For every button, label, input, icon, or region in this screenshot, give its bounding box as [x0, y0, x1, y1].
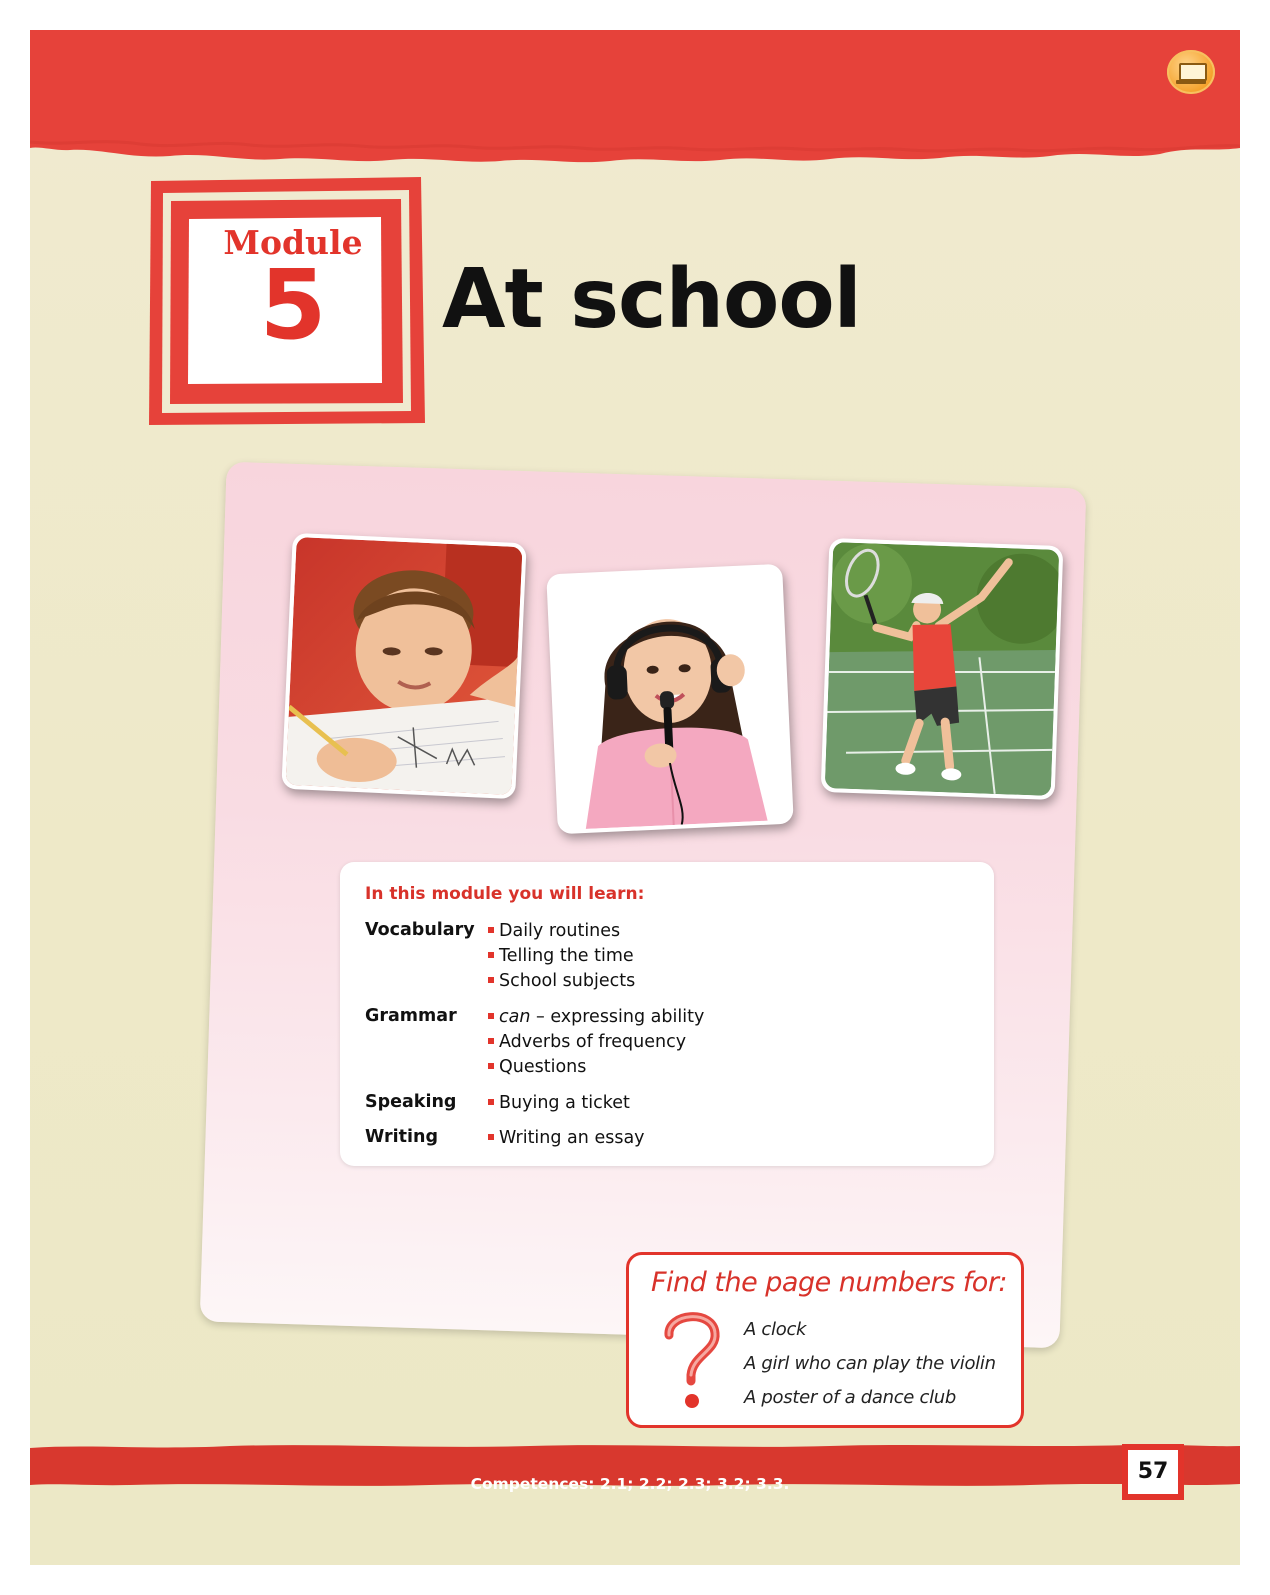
learn-item — [488, 1006, 988, 1031]
find-item: A girl who can play the violin — [744, 1353, 996, 1374]
learn-category: Writing — [365, 1127, 438, 1147]
learn-item: Daily routines — [488, 920, 988, 945]
module-title: At school — [442, 252, 861, 347]
question-mark-icon — [655, 1305, 725, 1415]
module-label: Module — [223, 223, 363, 262]
boy-tennis-photo — [821, 538, 1064, 800]
learn-item: Adverbs of frequency — [488, 1031, 988, 1056]
module-number: 5 — [259, 249, 327, 361]
find-page-numbers-box — [626, 1252, 1024, 1428]
learn-category: Grammar — [365, 1006, 457, 1026]
girl-singing-photo — [546, 564, 794, 834]
competences-footer: Competences: 2.1; 2.2; 2.3; 3.2; 3.3. — [470, 1475, 790, 1493]
learn-item: Buying a ticket — [488, 1092, 988, 1117]
module-badge — [145, 175, 427, 427]
find-heading: Find the page numbers for: — [651, 1267, 1008, 1298]
learn-item: Telling the time — [488, 945, 988, 970]
learning-objectives-box — [340, 862, 994, 1166]
top-red-band — [30, 30, 1240, 190]
learn-item: School subjects — [488, 970, 988, 995]
learn-heading: In this module you will learn: — [365, 884, 645, 904]
page-number-badge — [1122, 1444, 1184, 1500]
learn-item: Writing an essay — [488, 1127, 988, 1152]
find-item: A poster of a dance club — [744, 1387, 957, 1408]
learn-item-rest: – expressing ability — [530, 1007, 705, 1027]
boy-writing-photo — [281, 533, 526, 799]
learn-item: Questions — [488, 1056, 988, 1081]
cd-rom-icon[interactable] — [1167, 50, 1215, 94]
textbook-page — [30, 30, 1240, 1565]
learn-category: Vocabulary — [365, 920, 475, 940]
page-number: 57 — [1128, 1450, 1178, 1494]
learn-item-italic: can — [499, 1007, 531, 1027]
find-item: A clock — [744, 1319, 807, 1340]
learn-category: Speaking — [365, 1092, 457, 1112]
